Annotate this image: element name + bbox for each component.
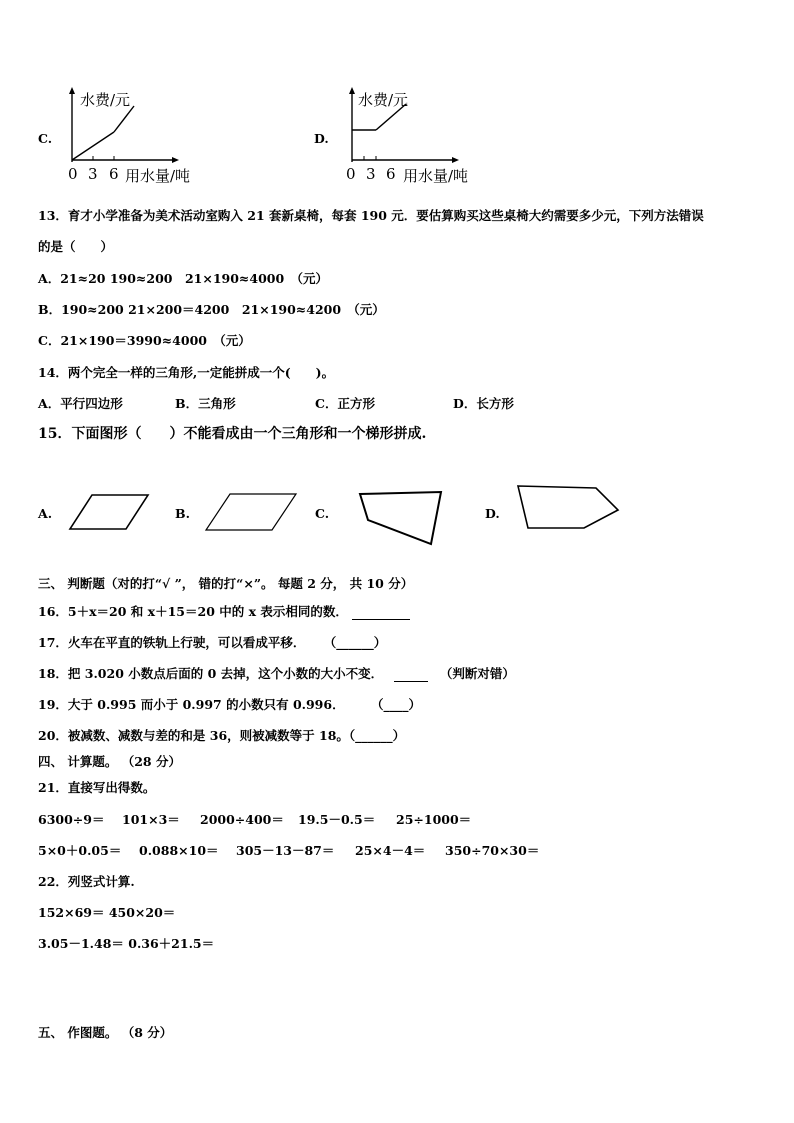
q19-answer-paren[interactable]: （____） [370,697,421,712]
q22-row1: 152×69＝ 450×20＝ [38,905,176,920]
shape-parallelogram-b [200,490,300,534]
q16 [38,604,410,620]
q14-option-d: D．长方形 [453,396,514,411]
q18 [38,666,515,682]
q15-label-a: A. [38,506,53,521]
graph-c-x-label: 用水量/吨 [125,167,191,185]
graph-d-tick-3: 3 [366,165,376,183]
section4-title: 四、 计算题。 （28 分） [38,754,181,769]
q20-text: 20．被减数、减数与差的和是 36，则被减数等于 18。（______） [38,728,406,743]
q15-label-b: B. [175,506,190,521]
shape-quadrilateral-c [355,488,447,550]
q22-row2: 3.05－1.48＝ 0.36＋21.5＝ [38,936,215,951]
q13-stem-line2: 的是（ ） [38,239,114,254]
q19-text: 19．大于 0.995 而小于 0.997 的小数只有 0.996． [38,697,345,712]
section3-title: 三、 判断题（对的打“√ ”， 错的打“×”。 每题 2 分， 共 10 分） [38,576,414,591]
q18-answer-blank[interactable] [394,669,428,682]
graph-c-y-label: 水费/元 [80,91,131,109]
section5-title: 五、 作图题。 （8 分） [38,1025,173,1040]
calc-r2-c2: 0.088×10＝ [139,843,219,858]
q19 [38,697,421,713]
q18-tail: （判断对错） [439,666,515,681]
q15-stem: 15．下面图形（ ）不能看成由一个三角形和一个梯形拼成. [38,426,427,442]
q22-stem: 22．列竖式计算. [38,874,135,889]
q16-answer-blank[interactable] [352,607,410,620]
shape-pentagon-d [512,482,624,534]
q17-text: 17．火车在平直的铁轨上行驶，可以看成平移． [38,635,306,650]
calc-r1-c4: 19.5－0.5＝ [298,812,376,827]
graph-d-tick-0: 0 [346,165,356,183]
calc-r2-c3: 305－13－87＝ [236,843,335,858]
q14-option-c: C．正方形 [315,396,375,411]
calc-r1-c5: 25÷1000＝ [396,812,472,827]
shape-parallelogram-a [66,492,156,534]
q13-stem-line1: 13．育才小学准备为美术活动室购入 21 套新桌椅，每套 190 元．要估算购买这些桌椅大约需要多少元，下列方法错误 [38,208,704,223]
calc-r2-c5: 350÷70×30＝ [445,843,540,858]
graph-d-x-label: 用水量/吨 [403,167,469,185]
graph-c-tick-6: 6 [109,165,119,183]
graph-c-tick-0: 0 [68,165,78,183]
calc-r2-c4: 25×4－4＝ [355,843,426,858]
option-d-label: D. [314,131,329,146]
q17-answer-paren[interactable]: （______） [323,635,387,650]
q16-text: 16．5＋x＝20 和 x＋15＝20 中的 x 表示相同的数． [38,604,348,619]
graph-d-tick-6: 6 [386,165,396,183]
q17 [38,635,386,651]
calc-r1-c1: 6300÷9＝ [38,812,105,827]
q15-label-c: C. [315,506,330,521]
calc-r2-c1: 5×0＋0.05＝ [38,843,122,858]
q13-option-b: B．190≈200 21×200＝4200 21×190≈4200 （元） [38,302,385,317]
graph-c-tick-3: 3 [88,165,98,183]
calc-r1-c2: 101×3＝ [122,812,180,827]
q18-text: 18．把 3.020 小数点后面的 0 去掉，这个小数的大小不变． [38,666,384,681]
q13-option-a: A．21≈20 190≈200 21×190≈4000 （元） [38,271,328,286]
option-c-label: C. [38,131,53,146]
q14-option-b: B．三角形 [175,396,236,411]
graph-d-y-label: 水费/元 [358,91,409,109]
q13-option-c: C．21×190＝3990≈4000 （元） [38,333,251,348]
q14-option-a: A．平行四边形 [38,396,123,411]
q21-stem: 21．直接写出得数。 [38,780,156,795]
calc-r1-c3: 2000÷400＝ [200,812,284,827]
q14-stem: 14．两个完全一样的三角形,一定能拼成一个( )。 [38,365,335,380]
q15-label-d: D. [485,506,500,521]
